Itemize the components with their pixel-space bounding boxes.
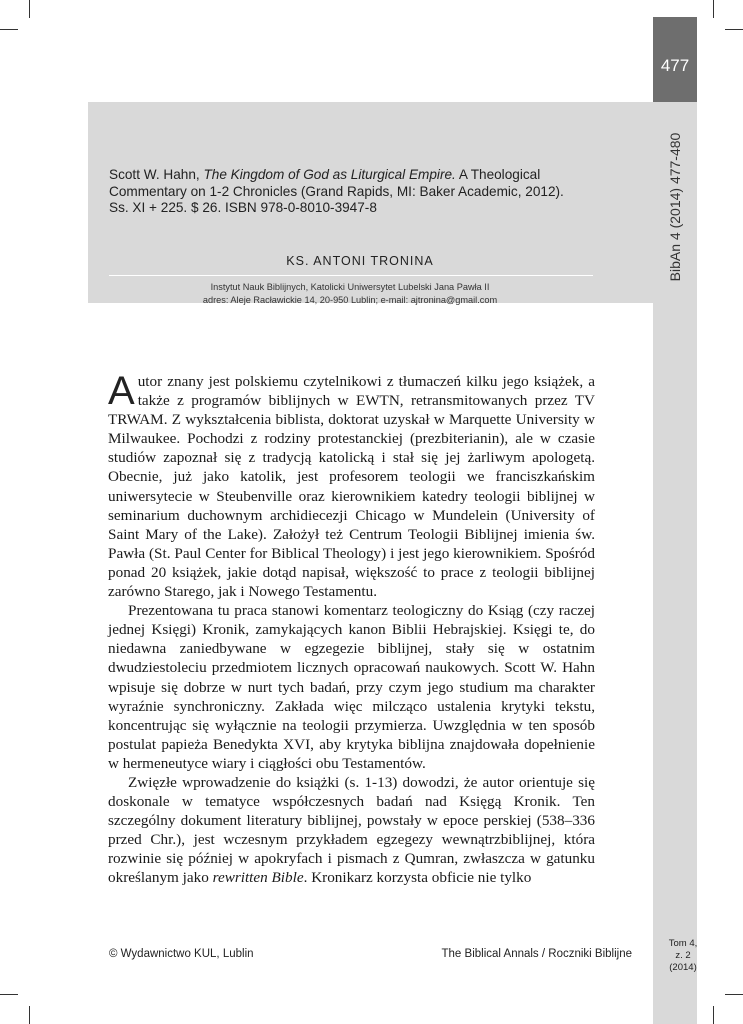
volume-tom: Tom 4, [668, 938, 698, 949]
volume-issue: z. 2 [675, 950, 691, 961]
paragraph-2: Prezentowana tu praca stanowi komentarz teologiczny do Ksiąg (czy raczej jednej Księgi) Kronik, zamykających kanon Biblii Hebrajskiej. Księgi te, do niedawna zaniedbywane w egzegezie biblijnej, stały się w ostatnim dwudziestoleciu przedmiotem licznych opracowań naukowych. Scott W. Hahn wpisuje się dobrze w nurt tych badań, przy czym jego studium ma charakter wyraźnie synchroniczny. Zakłada więc milcząco ustalenia krytyki tekstu, koncentrując się wyłącznie na teologii przymierza. Uwzględnia w ten sposób postulat papieża Benedykta XVI, aby krytyka biblijna znajdowała dopełnienie w hermeneutyce wiary i ciągłości obu Testamentów. [108, 602, 595, 772]
affiliation-address: adres: Aleje Racławickie 14, 20-950 Lublin; e-mail: ajtronina@gmail.com [202, 294, 498, 305]
footer-journal: The Biblical Annals / Roczniki Biblijne [441, 948, 632, 960]
paragraph-3-tail: . Kronikarz korzysta obficie nie tylko [303, 869, 532, 887]
article-body [108, 369, 595, 888]
volume-info [653, 938, 713, 974]
footer-publisher: © Wydawnictwo KUL, Lublin [109, 948, 254, 960]
drop-cap: A [108, 369, 135, 413]
volume-year: (2014) [669, 962, 697, 973]
crop-mark [725, 994, 743, 995]
paragraph-3-text: Zwięzłe wprowadzenie do książki (s. 1-13) dowodzi, że autor orientuje się doskonale w tematyce współczesnych badań nad Księgą Kronik. Ten szczególny dokument literatury biblijnej, powstały w epoce perskiej (538–336 przed Chr.), jest wczesnym przykładem egzegezy wewnątrzbiblijnej, która rozwinie się później w apokryfach i pismach z Qumran, zwłaszcza w gatunku określanym jako [108, 773, 595, 887]
crop-mark [0, 994, 18, 995]
reference-post: A Theological Commentary on 1-2 Chronicles (Grand Rapids, MI: Baker Academic, 2012). Ss. XI + 225. $ 26. ISBN 978-0-8010-3947-8 [109, 167, 564, 215]
paragraph-3-italic: rewritten Bible [212, 869, 304, 887]
reference-title: The Kingdom of God as Liturgical Empire. [203, 167, 456, 182]
crop-mark [29, 1006, 30, 1024]
paragraph-1 [108, 369, 595, 601]
reference-pre: Scott W. Hahn, [109, 167, 204, 182]
crop-mark [29, 0, 30, 18]
paragraph-3 [108, 773, 595, 888]
author-name: KS. ANTONI TRONINA [286, 254, 434, 268]
crop-mark [713, 0, 714, 18]
crop-mark [725, 29, 743, 30]
journal-side-label: BibAn 4 (2014) 477-480 [667, 132, 683, 282]
page-number: 477 [660, 56, 690, 75]
divider [109, 275, 593, 276]
affiliation-line: Instytut Nauk Biblijnych, Katolicki Uniwersytet Lubelski Jana Pawła II [210, 282, 490, 292]
paragraph-1-text: utor znany jest polskiemu czytelnikowi z tłumaczeń kilku jego książek, a także z programów biblijnych w EWTN, retransmitowanych przez TV TRWAM. Z wykształcenia biblista, doktorat uzyskał w Marquette University w Milwaukee. Pochodzi z rodziny protestanckiej (prezbiterianin), ale w czasie studiów zapoznał się z tradycją katolicką i stał się jej żarliwym apologetą. Obecnie, już jako katolik, jest profesorem teologii we franciszkańskim uniwersytecie w Steubenville oraz kierownikiem katedry teologii biblijnej w seminarium duchownym archidiecezji Chicago w Mundelein (University of Saint Mary of the Lake). Założył też Centrum Teologii Biblijnej imienia św. Pawła (St. Paul Center for Biblical Theology) i jest jego kierownikiem. Spośród ponad 20 książek, jakie dotąd napisał, większość to prace z teologii biblijnej zarówno Starego, jak i Nowego Testamentu. [108, 373, 595, 601]
crop-mark [713, 1006, 714, 1024]
crop-mark [0, 29, 18, 30]
review-reference [109, 167, 579, 217]
author-affiliation [150, 281, 550, 306]
